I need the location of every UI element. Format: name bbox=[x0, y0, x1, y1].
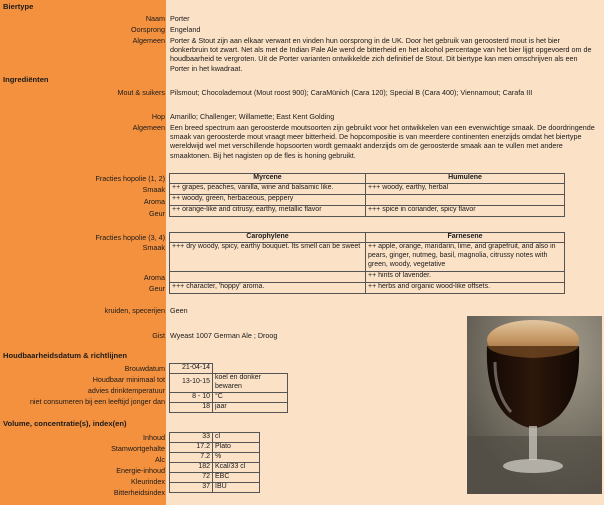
hop-col-humulene: Humulene bbox=[366, 174, 565, 184]
stamwort-value: 17.2 bbox=[170, 443, 213, 453]
hopolie-12-smaak-label: Smaak bbox=[142, 185, 165, 194]
kleurindex-label: Kleurindex bbox=[131, 477, 165, 486]
naam-value: Porter bbox=[170, 14, 190, 23]
section-title-volume: Volume, concentratie(s), index(en) bbox=[3, 419, 127, 428]
temperatuur-value: 8 - 10 bbox=[170, 392, 213, 402]
myrcene-smaak: ++ grapes, peaches, vanilla, wine and balsamic like. bbox=[170, 184, 366, 195]
bitterheid-label: Bitterheidsindex bbox=[113, 488, 165, 497]
hopolie-34-smaak-label: Smaak bbox=[142, 243, 165, 252]
humulene-aroma bbox=[366, 195, 565, 206]
brouwdatum-value: 21-04-14 bbox=[170, 364, 213, 374]
drinktemperatuur-label: advies drinktemperatuur bbox=[87, 386, 165, 395]
hopolie-12-aroma-label: Aroma bbox=[143, 197, 165, 206]
gist-value: Wyeast 1007 German Ale ; Droog bbox=[170, 331, 278, 340]
kleurindex-unit: EBC bbox=[213, 473, 260, 483]
stamwort-label: Stamwortgehalte bbox=[111, 444, 165, 453]
section-title-houdbaarheid: Houdbaarheidsdatum & richtlijnen bbox=[3, 351, 128, 360]
hopolie-34-aroma-label: Aroma bbox=[143, 273, 165, 282]
section-title-ingredienten: Ingrediënten bbox=[3, 75, 49, 84]
hopolie-12-label: Fracties hopolie (1, 2) bbox=[95, 174, 165, 183]
houdbaarheid-table bbox=[169, 363, 288, 413]
inhoud-label: Inhoud bbox=[143, 433, 165, 442]
energie-label: Energie-inhoud bbox=[116, 466, 165, 475]
beer-glass-icon bbox=[467, 316, 602, 494]
leeftijd-unit: jaar bbox=[213, 402, 288, 412]
inhoud-unit: cl bbox=[213, 433, 260, 443]
houdbaar-note: koel en donker bewaren bbox=[213, 374, 288, 393]
carophylene-geur: +++ character, 'hoppy' aroma. bbox=[170, 283, 366, 294]
myrcene-geur: ++ orange-like and citrusy, earthy, metallic flavor bbox=[170, 206, 366, 217]
energie-unit: Kcal/33 cl bbox=[213, 463, 260, 473]
bitterheid-unit: IBU bbox=[213, 483, 260, 493]
bitterheid-value: 37 bbox=[170, 483, 213, 493]
stamwort-unit: Plato bbox=[213, 443, 260, 453]
farnesene-smaak: ++ apple, orange, mandarin, lime, and grapefruit, and also in pears, ginger, nutmeg, basil, magnolia, citrussy notes with green, woody, vegetative bbox=[366, 243, 565, 272]
humulene-smaak: +++ woody, earthy, herbal bbox=[366, 184, 565, 195]
section-title-biertype: Biertype bbox=[3, 2, 34, 11]
hop-col-carophylene: Carophylene bbox=[170, 233, 366, 243]
brouwdatum-note bbox=[213, 364, 288, 374]
ingredienten-algemeen-label: Algemeen bbox=[132, 123, 165, 132]
hopolie-34-geur-label: Geur bbox=[149, 284, 165, 293]
alc-label: Alc bbox=[155, 455, 165, 464]
houdbaar-label: Houdbaar minimaal tot bbox=[92, 375, 165, 384]
brouwdatum-label: Brouwdatum bbox=[124, 364, 165, 373]
energie-value: 182 bbox=[170, 463, 213, 473]
farnesene-geur: ++ herbs and organic wood-like offsets. bbox=[366, 283, 565, 294]
gist-label: Gist bbox=[152, 331, 165, 340]
volume-table bbox=[169, 432, 260, 493]
kleurindex-value: 72 bbox=[170, 473, 213, 483]
alc-unit: % bbox=[213, 453, 260, 463]
beer-glass-photo bbox=[467, 316, 602, 494]
carophylene-smaak: +++ dry woody, spicy, earthy bouquet. Its smell can be sweet bbox=[170, 243, 366, 272]
inhoud-value: 33 bbox=[170, 433, 213, 443]
farnesene-aroma: ++ hints of lavender. bbox=[366, 272, 565, 283]
humulene-geur: +++ spice in coriander, spicy flavor bbox=[366, 206, 565, 217]
hopolie-12-table bbox=[169, 173, 565, 217]
biertype-description: Porter & Stout zijn aan elkaar verwant en vinden hun oorsprong in de UK. Door het gebruik van geroosterd mout is het bier donkerbruin tot zwart. Net als met de Indian Pale Ale werd de bitterheid en het alcohol percentage van het bier lijgt opgevoerd om de houdbaarheid te vergroten. Uit de Porter varianten ontwikkelde zich definitief de Stout. Dit biertype kan men omschrijven als een Porter in het kwadraat. bbox=[170, 36, 592, 73]
houdbaar-value: 13-10-15 bbox=[170, 374, 213, 393]
leeftijd-label: niet consumeren bij een leeftijd jonger dan bbox=[29, 397, 165, 406]
carophylene-aroma bbox=[170, 272, 366, 283]
temperatuur-unit: °C bbox=[213, 392, 288, 402]
hop-value: Amarillo; Challenger; Willamette; East Kent Golding bbox=[170, 112, 335, 121]
alc-value: 7.2 bbox=[170, 453, 213, 463]
kruiden-label: kruiden, specerijen bbox=[104, 306, 165, 315]
algemeen-label: Algemeen bbox=[132, 36, 165, 45]
oorsprong-value: Engeland bbox=[170, 25, 201, 34]
naam-label: Naam bbox=[145, 14, 165, 23]
leeftijd-value: 18 bbox=[170, 402, 213, 412]
hop-col-farnesene: Farnesene bbox=[366, 233, 565, 243]
hopolie-12-geur-label: Geur bbox=[149, 209, 165, 218]
mout-label: Mout & suikers bbox=[117, 88, 165, 97]
myrcene-aroma: ++ woody, green, herbaceous, peppery bbox=[170, 195, 366, 206]
hop-label: Hop bbox=[151, 112, 165, 121]
ingredienten-description: Een breed spectrum aan geroosterde moutsoorten zijn gebruikt voor het ontwikkelen van een evenwichtige smaak. De doordringende smaak van geroosterde mout vraagt meer bitterheid. De hopcompositie is van meerdere continenten enerzijds omdat het biertype wereldwijd wel met verschillende hopsoorten wordt gemaakt anderzijds om de geroosterde smaak aan te vullen met andere smaaktonen. Bij het nagisten op de fles is honing gebruikt. bbox=[170, 123, 595, 160]
kruiden-value: Geen bbox=[170, 306, 188, 315]
oorsprong-label: Oorsprong bbox=[131, 25, 165, 34]
mout-value: Pilsmout; Chocolademout (Mout roost 900); CaraMünich (Cara 120); Special B (Cara 400); Viennamout; Carafa III bbox=[170, 88, 533, 97]
hopolie-34-table bbox=[169, 232, 565, 294]
hop-col-myrcene: Myrcene bbox=[170, 174, 366, 184]
hopolie-34-label: Fracties hopolie (3, 4) bbox=[95, 233, 165, 242]
